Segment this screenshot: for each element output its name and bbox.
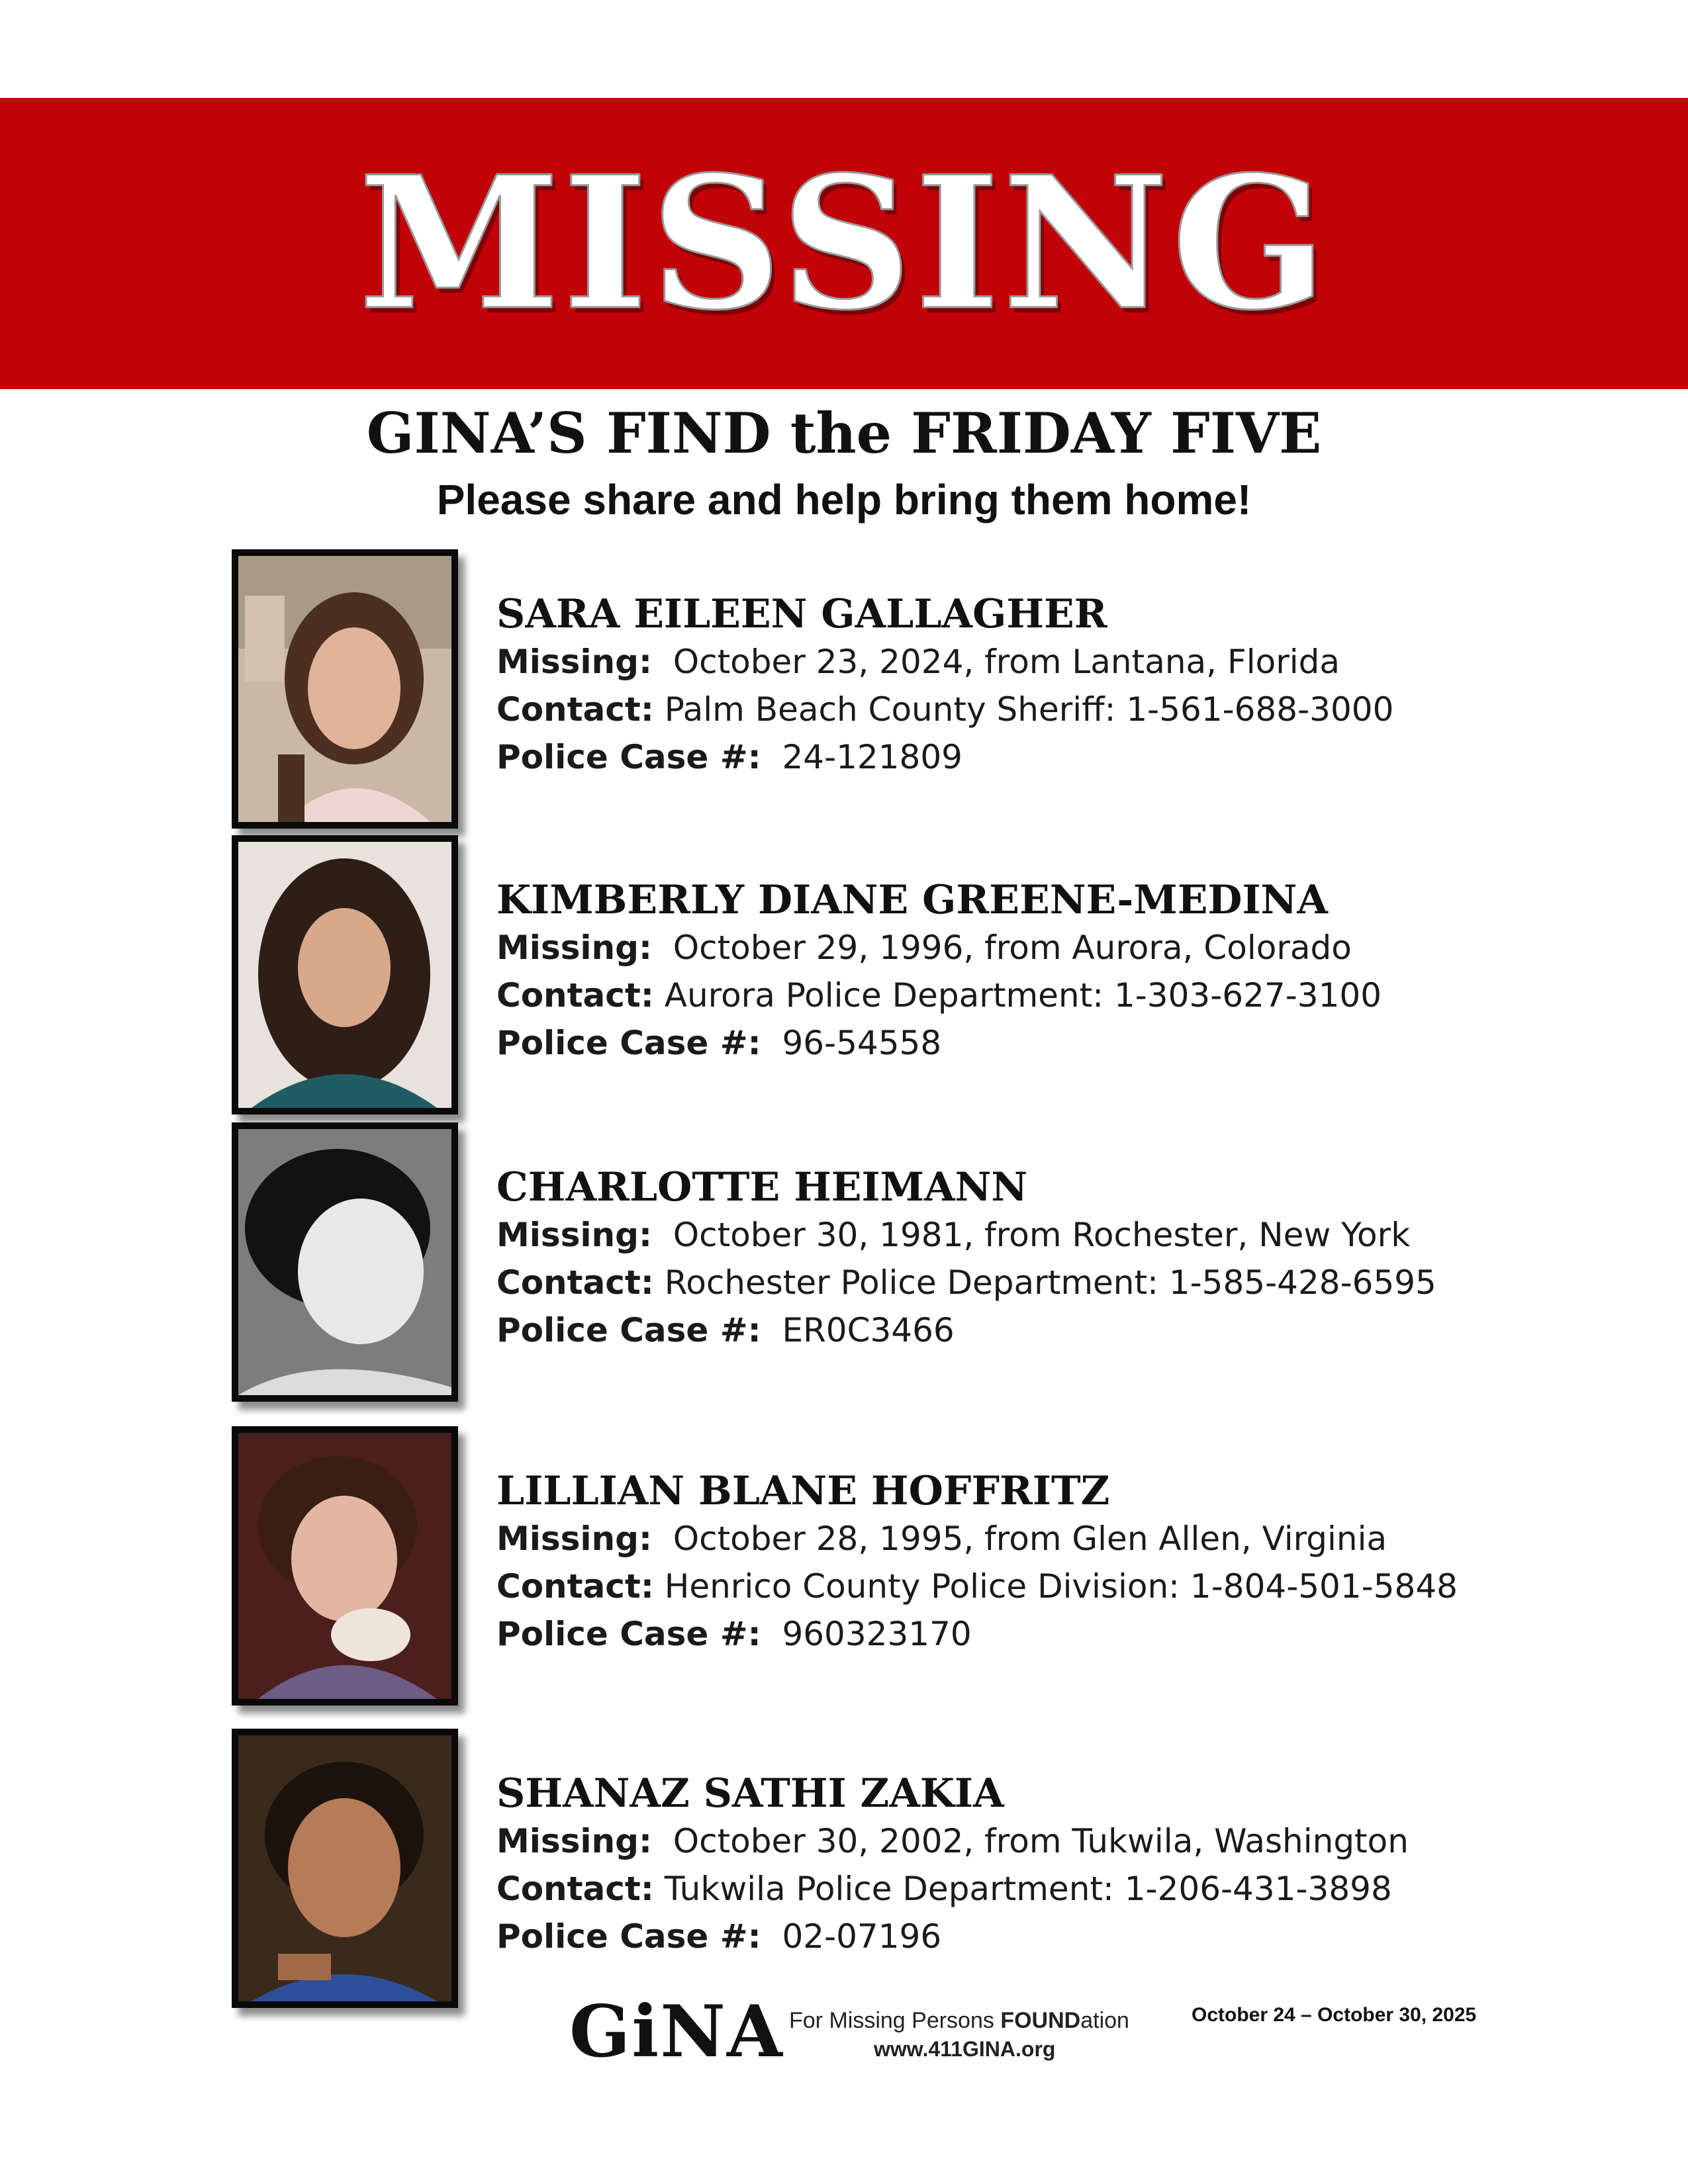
person-card (232, 1426, 1489, 1717)
missing-value: October 30, 2002, from Tukwila, Washington (673, 1822, 1409, 1860)
photo-placeholder-icon (238, 842, 451, 1108)
case-line (496, 1019, 1489, 1067)
person-card (232, 1729, 1489, 2020)
banner-title: MISSING (358, 136, 1330, 350)
case-label: Police Case #: (496, 1615, 761, 1653)
person-card (232, 1122, 1489, 1414)
case-value: 02-07196 (782, 1917, 942, 1956)
case-label: Police Case #: (496, 1311, 761, 1349)
logo-tagline-bold: FOUND (1000, 2008, 1081, 2033)
missing-line (496, 924, 1489, 972)
contact-label: Contact: (496, 1870, 654, 1908)
photo-placeholder-icon (238, 1735, 451, 2001)
case-line (496, 1913, 1489, 1960)
missing-line (496, 1515, 1489, 1563)
page-title: GINA’S FIND the FRIDAY FIVE (366, 400, 1322, 466)
person-photo (232, 835, 458, 1115)
photo-placeholder-icon (238, 1433, 451, 1699)
person-name: SARA EILEEN GALLAGHER (496, 591, 1107, 637)
missing-label: Missing: (496, 1822, 652, 1860)
logo-url: www.411GINA.org (874, 2037, 1056, 2061)
case-value: 960323170 (782, 1615, 972, 1653)
case-label: Police Case #: (496, 1917, 761, 1956)
contact-line (496, 686, 1489, 733)
person-name: KIMBERLY DIANE GREENE-MEDINA (496, 877, 1328, 923)
contact-label: Contact: (496, 1263, 654, 1302)
person-name: LILLIAN BLANE HOFFRITZ (496, 1468, 1110, 1514)
photo-placeholder-icon (238, 556, 451, 822)
logo-wordmark: GiNA (569, 1990, 784, 2073)
logo-tagline-post: ation (1080, 2008, 1129, 2033)
missing-label: Missing: (496, 643, 652, 681)
case-value: 24-121809 (782, 738, 962, 776)
case-label: Police Case #: (496, 1024, 761, 1062)
contact-value: Rochester Police Department: 1-585-428-6595 (664, 1263, 1436, 1302)
contact-line (496, 972, 1489, 1019)
case-line (496, 1306, 1489, 1354)
person-photo (232, 1729, 458, 2008)
missing-value: October 28, 1995, from Glen Allen, Virginia (673, 1520, 1387, 1558)
missing-label: Missing: (496, 1520, 652, 1558)
person-name: SHANAZ SATHI ZAKIA (496, 1770, 1004, 1817)
missing-value: October 23, 2024, from Lantana, Florida (673, 643, 1340, 681)
missing-line (496, 638, 1489, 686)
contact-value: Henrico County Police Division: 1-804-501-5848 (664, 1567, 1458, 1606)
contact-line (496, 1563, 1489, 1610)
person-card (232, 835, 1489, 1126)
missing-line (496, 1817, 1489, 1865)
contact-label: Contact: (496, 976, 654, 1015)
case-line (496, 1610, 1489, 1658)
contact-line (496, 1865, 1489, 1913)
person-name: CHARLOTTE HEIMANN (496, 1164, 1028, 1210)
person-photo (232, 1426, 458, 1706)
case-value: 96-54558 (782, 1024, 942, 1062)
contact-line (496, 1259, 1489, 1306)
contact-label: Contact: (496, 690, 654, 729)
missing-label: Missing: (496, 929, 652, 967)
person-photo (232, 1122, 458, 1402)
missing-line (496, 1211, 1489, 1259)
contact-label: Contact: (496, 1567, 654, 1606)
gina-logo (569, 1992, 1165, 2071)
logo-tagline (789, 2008, 1129, 2034)
date-range: October 24 – October 30, 2025 (1192, 2004, 1477, 2026)
missing-value: October 30, 1981, from Rochester, New York (673, 1216, 1411, 1254)
contact-value: Palm Beach County Sheriff: 1-561-688-3000 (664, 690, 1394, 729)
missing-banner (0, 98, 1688, 389)
person-card (232, 549, 1489, 841)
photo-placeholder-icon (238, 1129, 451, 1395)
page-subtitle: Please share and help bring them home! (436, 476, 1252, 523)
missing-label: Missing: (496, 1216, 652, 1254)
case-value: ER0C3466 (782, 1311, 955, 1349)
contact-value: Aurora Police Department: 1-303-627-3100 (664, 976, 1382, 1015)
logo-tagline-pre: For Missing Persons (789, 2008, 1001, 2033)
missing-value: October 29, 1996, from Aurora, Colorado (673, 929, 1352, 967)
case-label: Police Case #: (496, 738, 761, 776)
person-photo (232, 549, 458, 829)
contact-value: Tukwila Police Department: 1-206-431-3898 (664, 1870, 1392, 1908)
case-line (496, 733, 1489, 781)
